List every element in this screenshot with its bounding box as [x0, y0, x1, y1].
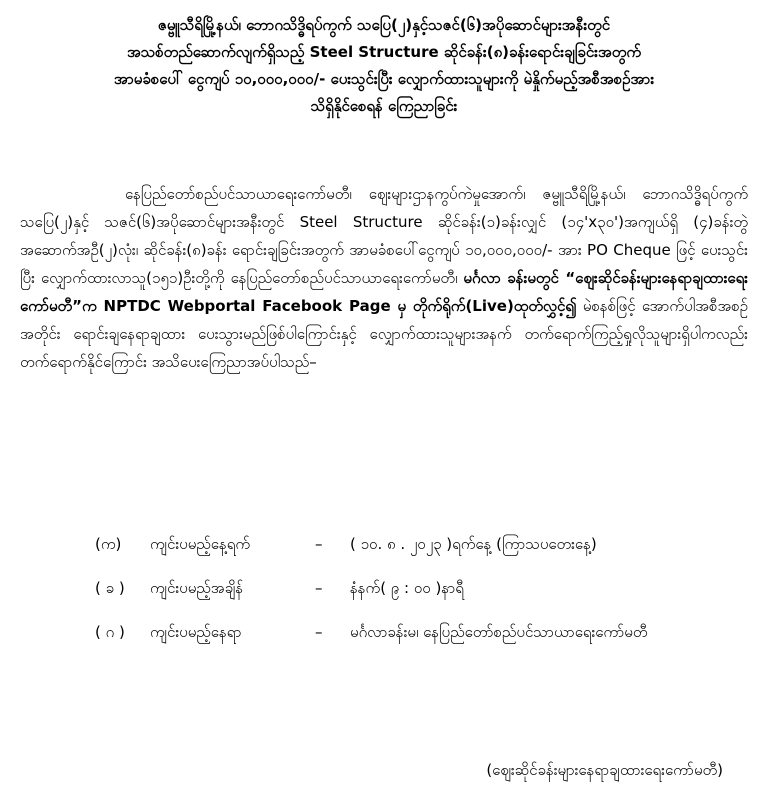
- schedule-dash: –: [315, 579, 323, 597]
- schedule-dash: –: [315, 535, 323, 553]
- schedule-number: ( ဂ ): [95, 623, 125, 641]
- schedule-row: [95, 574, 745, 618]
- body-text: မဲစနစ်ဖြင့် အောက်ပါအစီအစဉ်အတိုင်း ရောင်းချနေရာချထား ပေးသွားမည်ဖြစ်ပါကြောင်းနှင့် လျှောက်ထားသူများအနက် တက်ရောက်ကြည့်ရှုလိုသူများရှိပါကလည်း တက်ရောက်နိုင်ကြောင်း အသိပေးကြေညာအပ်ပါသည်–: [20, 297, 748, 371]
- schedule-value: ( ၁၀. ၈ . ၂၀၂၃ )ရက်နေ့ (ကြာသပတေးနေ့): [350, 535, 597, 553]
- body-text-bold: မင်္ဂလာ ခန်းမတွင် “ဈေးဆိုင်ခန်းများနေရာချထားရေးကော်မတီ”က NPTDC Webportal Facebook Page မှ တိုက်ရိုက်(Live)ထုတ်လွှင့်၍: [20, 269, 748, 315]
- title-line: ဇမ္ဗူသီရိမြို့နယ်၊ ဘောဂသိဒ္ဓိရပ်ကွက် သပြေ(၂)နှင့်သဇင်(၆)အပိုဆောင်များအနီးတွင်: [157, 16, 611, 34]
- title-line: အသစ်တည်ဆောက်လျက်ရှိသည့် Steel Structure ဆိုင်ခန်း(၈)ခန်းရောင်းချခြင်းအတွက်: [126, 43, 642, 61]
- body-text: နေပြည်တော်စည်ပင်သာယာရေးကော်မတီ၊ ဈေးများဌာနကွပ်ကဲမှုအောက်၊ ဇမ္ဗူသီရိမြို့နယ်၊ ဘောဂသိဒ္ဓိရပ်ကွက် သပြေ(၂)နှင့် သဇင်(၆)အပိုဆောင်များအနီးတွင် Steel Structure ဆိုင်ခန်း(၁)ခန်းလျှင် (၁၄'x၃၀')အကျယ်ရှိ (၄)ခန်းတွဲ အဆောက်အဦ(၂)လုံး၊ ဆိုင်ခန်း(၈)ခန်း ရောင်းချခြင်းအတွက် အာမခံစပေါ်ငွေကျပ် ၁၀,၀၀၀,၀၀၀/- အား PO Cheque ဖြင့် ပေးသွင်းပြီး လျှောက်ထားလာသူ(၁၅၁)ဦးတို့ကို နေပြည်တော်စည်ပင်သာယာရေးကော်မတီ၊: [20, 185, 748, 287]
- schedule-row: [95, 530, 745, 574]
- schedule-list: [95, 530, 745, 662]
- schedule-row: [95, 618, 745, 662]
- issuer-signature: (ဈေးဆိုင်ခန်းများနေရာချထားရေးကော်မတီ): [486, 761, 723, 779]
- schedule-label: ကျင်းပမည့်နေ့ရက်: [150, 535, 251, 553]
- title-line: အာမခံစပေါ် ငွေကျပ် ၁၀,၀၀၀,၀၀၀/- ပေးသွင်းပြီး လျှောက်ထားသူများကို မဲနှိုက်မည့်အစီအစဉ်အား: [113, 70, 655, 88]
- schedule-dash: –: [315, 623, 323, 641]
- schedule-number: (က): [95, 535, 122, 553]
- title-line: သိရှိနိုင်စေရန် ကြေညာခြင်း: [310, 97, 458, 115]
- schedule-label: ကျင်းပမည့်နေရာ: [150, 623, 242, 641]
- schedule-number: ( ခ ): [95, 579, 125, 597]
- schedule-value: နံနက်( ၉ : ၀၀ )နာရီ: [350, 579, 464, 597]
- schedule-label: ကျင်းပမည့်အချိန်: [150, 579, 244, 597]
- schedule-value: မင်္ဂလာခန်းမ၊ နေပြည်တော်စည်ပင်သာယာရေးကော်မတီ: [350, 623, 648, 641]
- notice-title: [40, 12, 728, 120]
- notice-body: [20, 180, 748, 376]
